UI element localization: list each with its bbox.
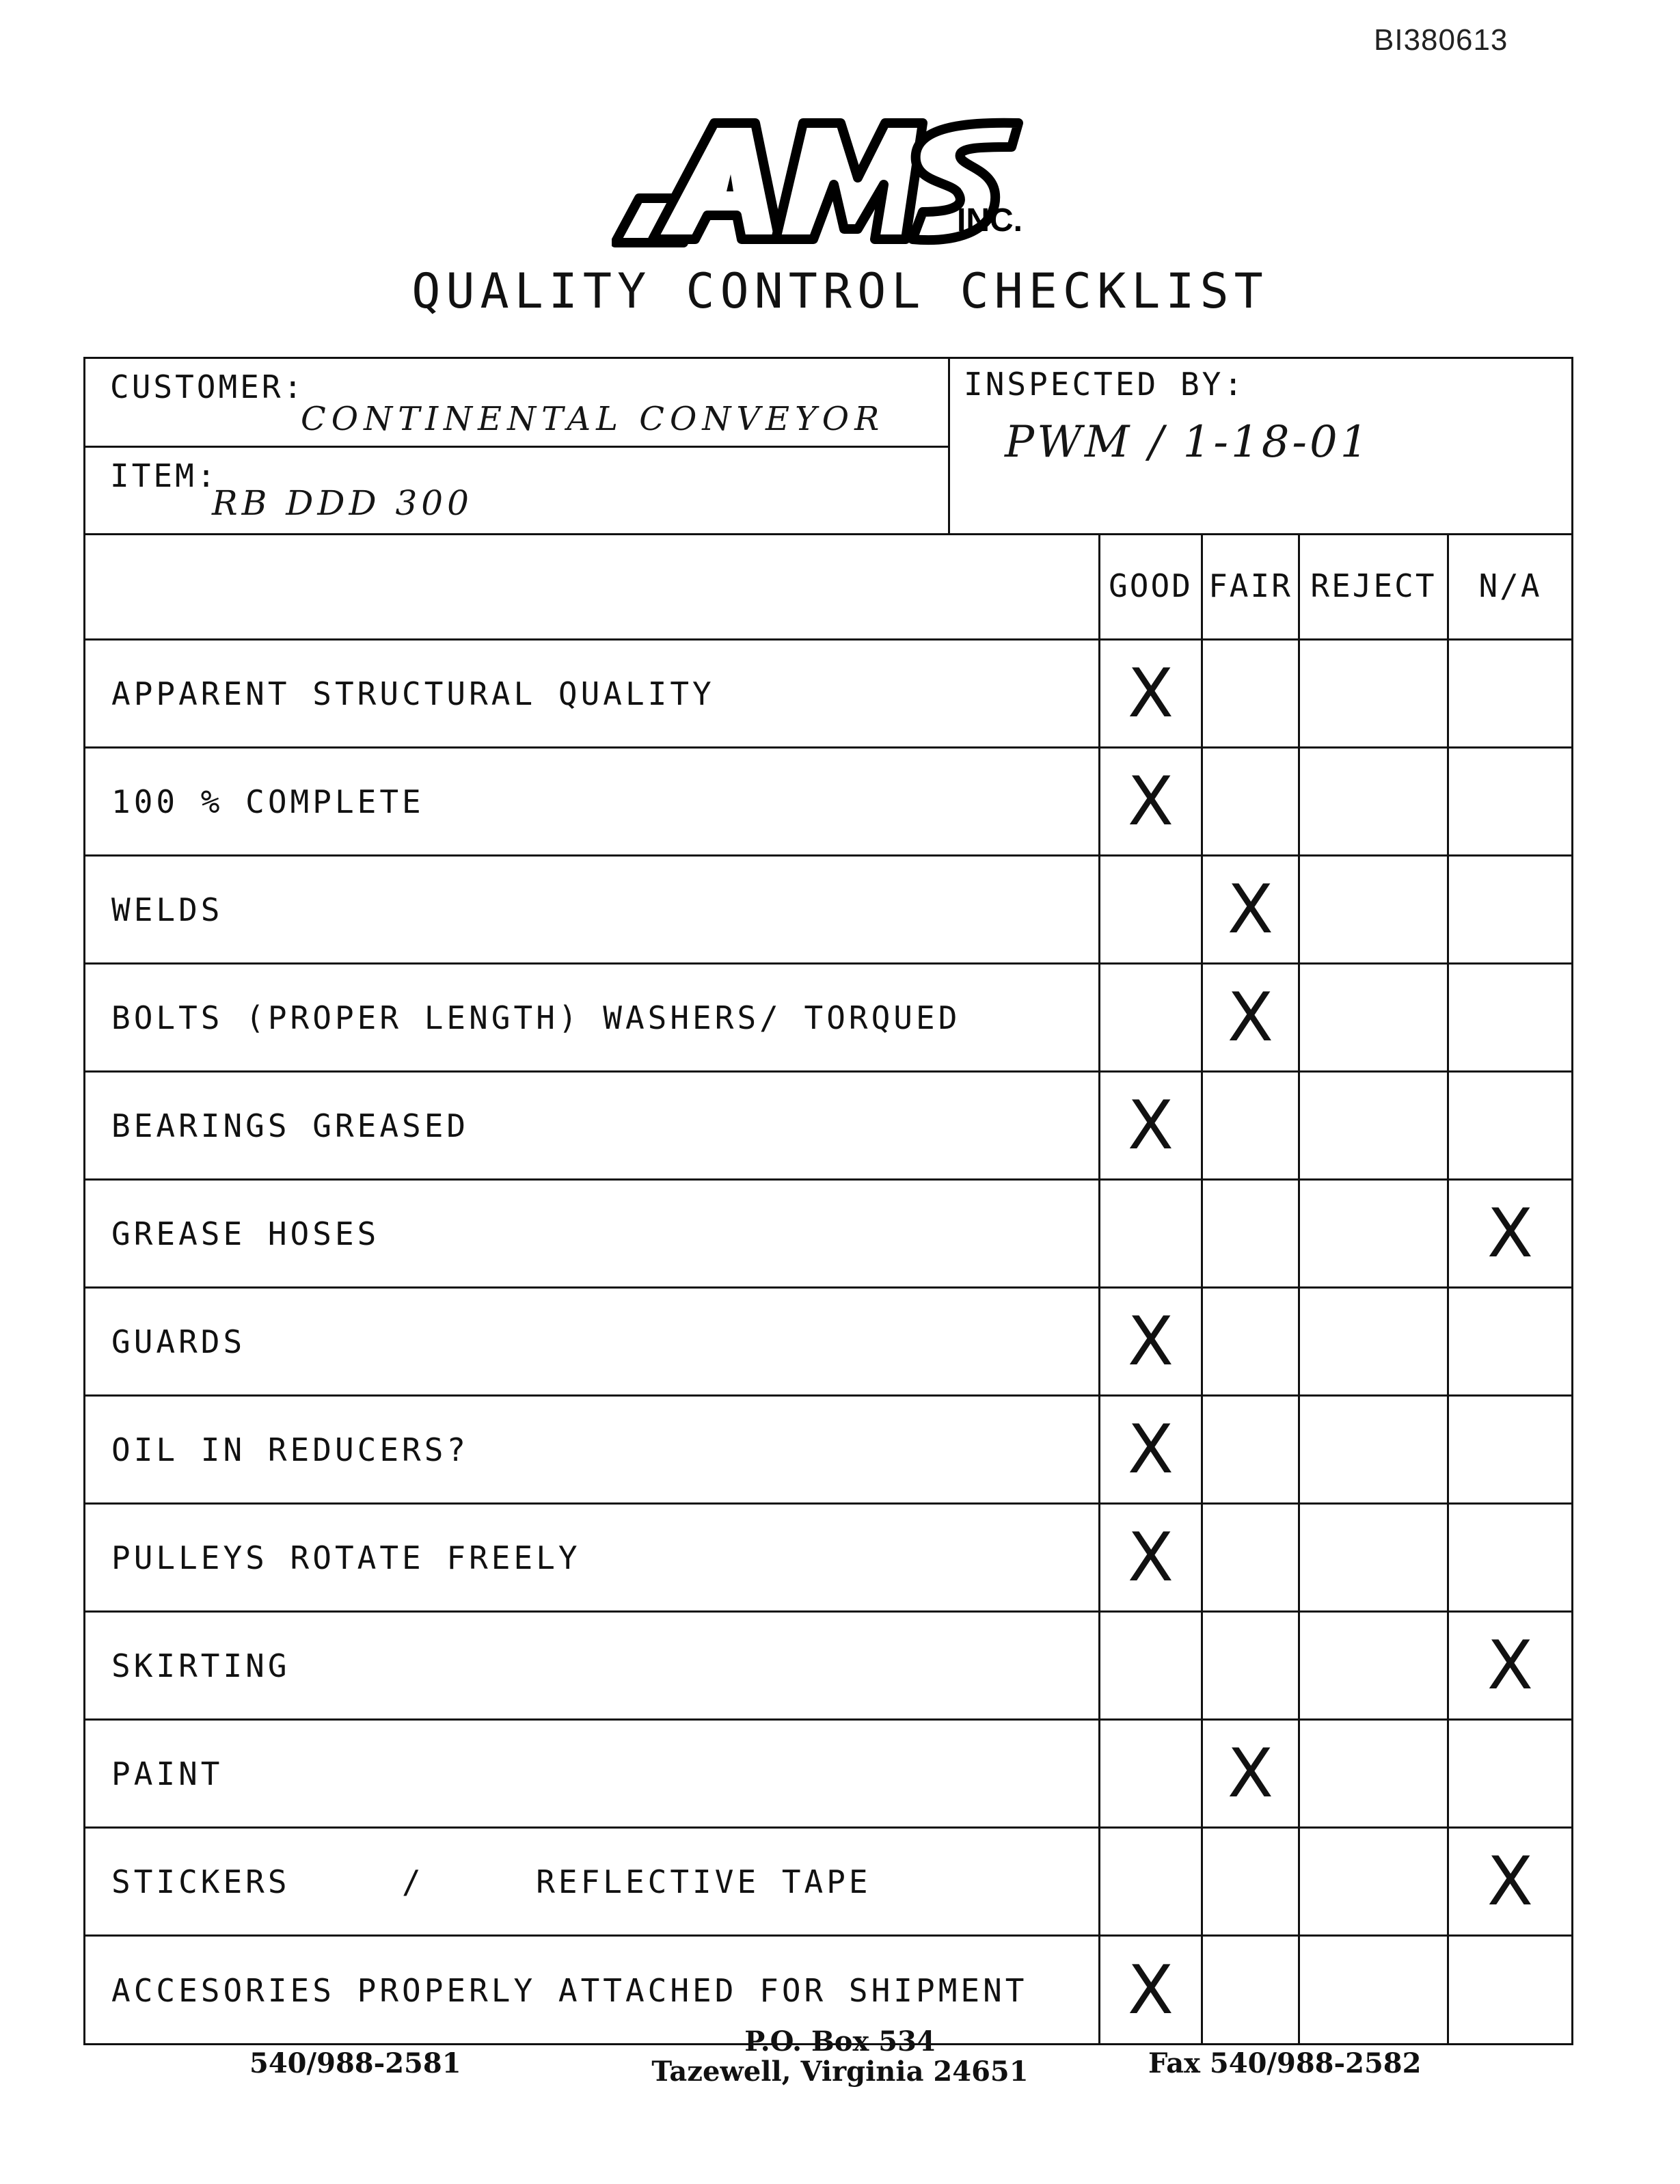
row-label-cell xyxy=(85,857,1100,962)
x-mark: X xyxy=(1127,654,1174,733)
x-mark: X xyxy=(1227,870,1274,949)
column-header-cell xyxy=(1449,533,1571,638)
check-cell xyxy=(1100,965,1203,1070)
check-cell xyxy=(1100,1505,1203,1610)
check-cell xyxy=(1449,1613,1571,1718)
check-cell xyxy=(1449,1289,1571,1394)
check-cell xyxy=(1300,857,1449,962)
row-label: STICKERS / REFLECTIVE TAPE xyxy=(111,1863,871,1900)
check-cell xyxy=(1300,965,1449,1070)
row-label: SKIRTING xyxy=(111,1647,290,1684)
x-mark: X xyxy=(1127,1302,1174,1381)
checklist-form xyxy=(83,357,1573,2045)
document-id: BI380613 xyxy=(1374,23,1508,57)
row-label-cell xyxy=(85,641,1100,746)
check-cell xyxy=(1449,1829,1571,1934)
x-mark: X xyxy=(1227,978,1274,1057)
check-cell xyxy=(1449,1181,1571,1286)
check-cell xyxy=(1449,965,1571,1070)
check-cell xyxy=(1449,641,1571,746)
column-header: REJECT xyxy=(1310,567,1437,604)
footer xyxy=(0,2027,1680,2095)
item-field xyxy=(85,448,950,533)
checklist-row xyxy=(85,641,1571,749)
x-mark: X xyxy=(1127,1086,1174,1165)
x-mark: X xyxy=(1487,1842,1534,1921)
row-label-cell xyxy=(85,533,1100,638)
check-cell xyxy=(1203,1181,1300,1286)
x-mark: X xyxy=(1127,1410,1174,1489)
row-label: BEARINGS GREASED xyxy=(111,1107,470,1144)
check-cell xyxy=(1449,1721,1571,1826)
check-cell xyxy=(1100,641,1203,746)
checklist-grid xyxy=(85,533,1571,2043)
item-value: RB DDD 300 xyxy=(212,483,473,523)
checklist-row xyxy=(85,749,1571,857)
checklist-row xyxy=(85,1181,1571,1289)
customer-field xyxy=(85,359,950,448)
column-header-row xyxy=(85,533,1571,641)
checklist-row xyxy=(85,1073,1571,1181)
check-cell xyxy=(1100,1073,1203,1178)
x-mark: X xyxy=(1127,762,1174,841)
check-cell xyxy=(1300,1289,1449,1394)
row-label-cell xyxy=(85,1289,1100,1394)
checklist-row xyxy=(85,965,1571,1073)
logo-inc-text: INC. xyxy=(957,202,1022,239)
check-cell xyxy=(1449,1505,1571,1610)
check-cell xyxy=(1300,1829,1449,1934)
check-cell xyxy=(1100,1829,1203,1934)
check-cell xyxy=(1203,1829,1300,1934)
check-cell xyxy=(1100,1613,1203,1718)
x-mark: X xyxy=(1127,1952,1174,2030)
row-label-cell xyxy=(85,749,1100,854)
checklist-row xyxy=(85,1397,1571,1505)
row-label: PULLEYS ROTATE FREELY xyxy=(111,1539,581,1576)
inspected-value: PWM / 1-18-01 xyxy=(1005,417,1371,468)
check-cell xyxy=(1203,1397,1300,1502)
check-cell xyxy=(1449,749,1571,854)
row-label: OIL IN REDUCERS? xyxy=(111,1431,470,1468)
inspected-by-field xyxy=(950,359,1571,533)
check-cell xyxy=(1300,1721,1449,1826)
check-cell xyxy=(1300,1073,1449,1178)
row-label: 100 % COMPLETE xyxy=(111,783,424,820)
row-label-cell xyxy=(85,1181,1100,1286)
check-cell xyxy=(1449,1397,1571,1502)
check-cell xyxy=(1300,1613,1449,1718)
check-cell xyxy=(1100,857,1203,962)
form-title: QUALITY CONTROL CHECKLIST xyxy=(411,263,1269,319)
check-cell xyxy=(1449,1073,1571,1178)
inspected-label: INSPECTED BY: xyxy=(964,366,1246,403)
x-mark: X xyxy=(1127,1518,1174,1597)
row-label: APPARENT STRUCTURAL QUALITY xyxy=(111,675,715,712)
footer-po-box: P.O. Box 534 xyxy=(744,2025,936,2058)
customer-value: CONTINENTAL CONVEYOR xyxy=(301,400,885,438)
footer-city-state: Tazewell, Virginia 24651 xyxy=(651,2055,1029,2088)
check-cell xyxy=(1203,965,1300,1070)
x-mark: X xyxy=(1487,1626,1534,1705)
x-mark: X xyxy=(1487,1194,1534,1273)
row-label: GUARDS xyxy=(111,1323,246,1360)
check-cell xyxy=(1203,641,1300,746)
row-label-cell xyxy=(85,965,1100,1070)
check-cell xyxy=(1203,1073,1300,1178)
checklist-row xyxy=(85,1505,1571,1613)
row-label-cell xyxy=(85,1073,1100,1178)
column-header: N/A xyxy=(1478,567,1542,604)
customer-label: CUSTOMER: xyxy=(110,368,306,405)
check-cell xyxy=(1203,1613,1300,1718)
checklist-row xyxy=(85,1829,1571,1937)
footer-phone: 540/988-2581 xyxy=(249,2047,461,2079)
row-label-cell xyxy=(85,1829,1100,1934)
row-label: ACCESORIES PROPERLY ATTACHED FOR SHIPMENT xyxy=(111,1972,1028,2009)
check-cell xyxy=(1100,1397,1203,1502)
check-cell xyxy=(1300,1397,1449,1502)
check-cell xyxy=(1203,857,1300,962)
column-header-cell xyxy=(1203,533,1300,638)
checklist-row xyxy=(85,1613,1571,1721)
check-cell xyxy=(1100,1181,1203,1286)
row-label: BOLTS (PROPER LENGTH) WASHERS/ TORQUED xyxy=(111,999,961,1036)
check-cell xyxy=(1203,1721,1300,1826)
row-label-cell xyxy=(85,1505,1100,1610)
check-cell xyxy=(1300,1505,1449,1610)
check-cell xyxy=(1100,1289,1203,1394)
checklist-row xyxy=(85,857,1571,965)
check-cell xyxy=(1300,641,1449,746)
item-label: ITEM: xyxy=(110,457,219,494)
column-header-cell xyxy=(1100,533,1203,638)
check-cell xyxy=(1449,857,1571,962)
footer-fax: Fax 540/988-2582 xyxy=(1148,2047,1422,2079)
column-header: GOOD xyxy=(1109,567,1193,604)
row-label-cell xyxy=(85,1721,1100,1826)
column-header: FAIR xyxy=(1208,567,1292,604)
row-label: WELDS xyxy=(111,891,223,928)
header-block xyxy=(85,359,1571,535)
check-cell xyxy=(1203,1505,1300,1610)
row-label: GREASE HOSES xyxy=(111,1215,380,1252)
check-cell xyxy=(1100,1721,1203,1826)
x-mark: X xyxy=(1227,1734,1274,1813)
column-header-cell xyxy=(1300,533,1449,638)
check-cell xyxy=(1300,1181,1449,1286)
check-cell xyxy=(1203,749,1300,854)
check-cell xyxy=(1100,749,1203,854)
checklist-row xyxy=(85,1721,1571,1829)
row-label-cell xyxy=(85,1613,1100,1718)
row-label-cell xyxy=(85,1397,1100,1502)
checklist-row xyxy=(85,1289,1571,1397)
check-cell xyxy=(1300,749,1449,854)
row-label: PAINT xyxy=(111,1755,223,1792)
check-cell xyxy=(1203,1289,1300,1394)
footer-address xyxy=(0,2027,1680,2087)
